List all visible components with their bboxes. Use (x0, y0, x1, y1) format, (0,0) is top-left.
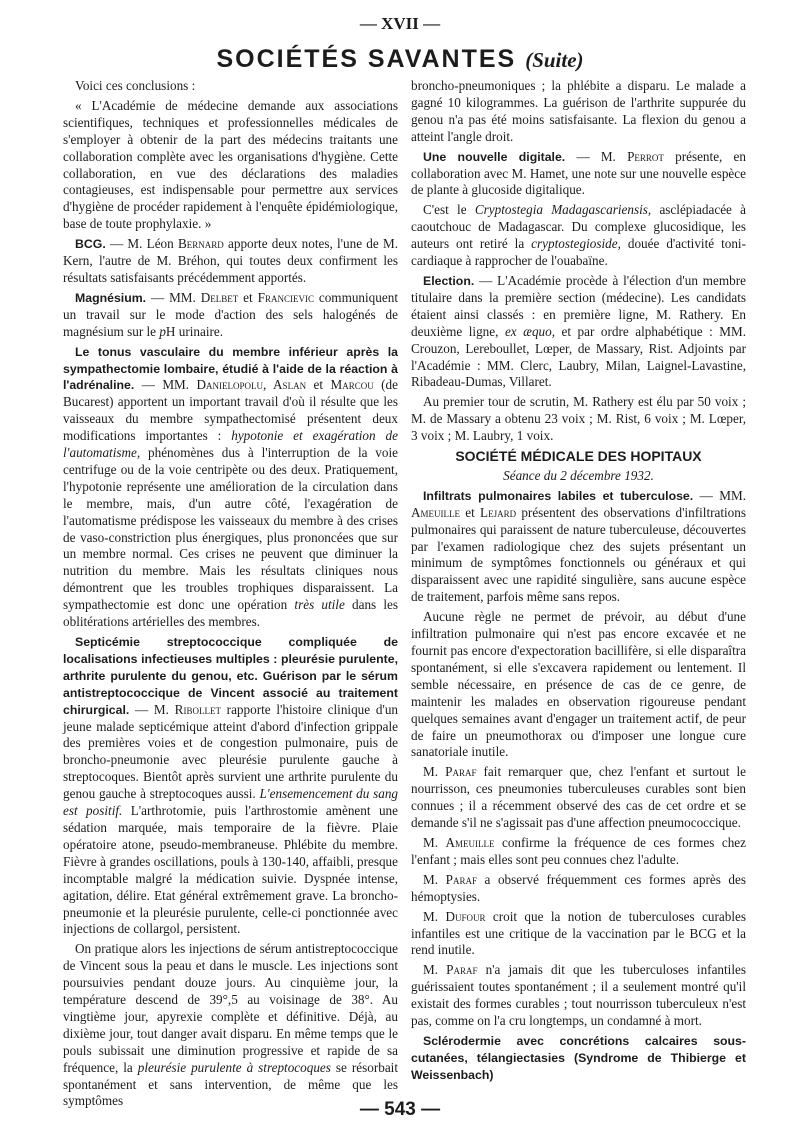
section-heading: Le tonus vasculaire du membre inférieur après la sympathectomie lombaire, étudié à l'aide de la réaction à l'adrénaline. (63, 344, 398, 393)
paragraph: On pratique alors les injections de sérum antistreptococcique de Vincent sous la peau et dans le muscle. Les injections sont poursuivies pendant douze jours. Au cinquième jour, la température descend de 39°,5 au voisinage de 38°. Au vingtième jour, apyrexie complète et définitive. Déjà, au dixième jour, tout danger avait disparu. En même temps que le pouls subissait une diminution progressive et rapide de sa fréquence, la pleurésie purulente à streptocoques se résorbait spontanément et sans intervention, de même que les symptômes (63, 941, 398, 1109)
paragraph-digitale: Une nouvelle digitale. — M. Perrot présente, en collaboration avec M. Hamet, une note sur une nouvelle espèce de plante à glucoside digitalique. (411, 148, 746, 198)
paragraph-magnesium: Magnésium. — MM. Delbet et Francievic communiquent un travail sur le mode d'action des sels halogénés de magnésium sur le pH urinaire. (63, 289, 398, 339)
section-heading: Election. (423, 273, 475, 288)
page-number-roman: — XVII — (359, 14, 441, 33)
paragraph: M. Dufour croit que la notion de tuberculoses curables infantiles est une critique de la vaccination par le BCG et la rend inutile. (411, 908, 746, 958)
paragraph: M. Paraf fait remarquer que, chez l'enfant et surtout le nourrisson, ces pneumonies tuberculeuses curables sont bien connues ; il a récemment observé des cas de cet ordre et se demande s'il ne s'agissait pas d'une affection pneumococcique. (411, 764, 746, 831)
paragraph: M. Ameuille confirme la fréquence de ces formes chez l'enfant ; mais elles sont peu connues chez l'adulte. (411, 834, 746, 867)
page-number: — 543 — (359, 1099, 441, 1120)
paragraph: « L'Académie de médecine demande aux associations scientifiques, techniques et professionnelles médicales de s'employer à obtenir de la part des médecins traitants une collaboration complète avec les organisations d'hygiène. Cette collaboration, en vue des déclarations des maladies contagieuses, est indispensable pour permettre aux services d'hygiène de procéder rapidement à l'enquête épidémiologique, base de toute prophylaxie. » (63, 97, 398, 232)
paragraph-infiltrats: Infiltrats pulmonaires labiles et tuberculose. — MM. Ameuille et Lejard présentent des observations d'infiltrations pulmonaires qui paraissent de nature tuberculeuse, découvertes par l'examen radiologique chez des sujets présentant un minimum de symptômes fonctionnels ou généraux et qui disparaissent avec une rapidité singulière, sans aucune espèce de traitement, parfois même sans repos. (411, 487, 746, 605)
section-heading: Magnésium. (75, 290, 147, 305)
paragraph: broncho-pneumoniques ; la phlébite a disparu. Le malade a gagné 10 kilogrammes. La guérison de l'arthrite suppurée du genou n'a pas été moins satisfaisante. La flexion du genou a atteint l'angle droit. (411, 78, 746, 144)
section-heading: Une nouvelle digitale. (423, 149, 566, 164)
paragraph-sclerodermie (411, 1033, 746, 1084)
section-heading: Septicémie streptococcique compliquée de localisations infectieuses multiples : pleurésie purulente, arthrite purulente du genou, etc. Guérison par le sérum antistreptococcique de Vincent associé au traitement chirurgical. (63, 635, 398, 717)
section-heading: BCG. (75, 237, 106, 252)
paragraph-tonus: Le tonus vasculaire du membre inférieur après la sympathectomie lombaire, étudié à l'aide de la réaction à l'adrénaline. — MM. Danielopolu, Aslan et Marcou (de Bucarest) apportent un important travail d'où il résulte que les vaisseaux du membre sympathectomisé présentent deux modifications importantes : hypotonie et exagération de l'automatisme, phénomènes dus à l'interruption de la voie centrifuge ou de la voie centripète ou des deux. Pratiquement, l'hypotonie représente une amélioration de la circulation dans le membre, mais, d'un autre côté, l'exagération de l'automatisme prédispose les vaisseaux du membre à des crises de vaso-constriction plus énergiques, plus prononcées que sur un membre normal. Ces crises ne peuvent que diminuer la nutrition du membre. Mais les résultats cliniques nous démontrent que les troubles trophiques disparaissent. La sympathectomie est donc une opération très utile dans les oblitérations artérielles des membres. (63, 344, 398, 630)
paragraph-septicemie: Septicémie streptococcique compliquée de localisations infectieuses multiples : pleurésie purulente, arthrite purulente du genou, etc. Guérison par le sérum antistreptococcique de Vincent associé au traitement chirurgical. — M. Ribollet rapporte l'histoire clinique d'un jeune malade septicémique atteint d'abord d'infection grippale des premières voies et de congestion pulmonaire, puis de broncho-pneumonie avec pleurésie purulente gauche à streptocoques. Bientôt après survient une arthrite purulente du genou gauche à streptocoques aussi. L'ensemencement du sang est positif. L'arthrotomie, puis l'arthrostomie amènent une sédation marquée, mais temporaire de la fièvre. Plaie opératoire atone, pseudo-membraneuse. Phlébite du membre. Fièvre à grandes oscillations, pouls à 130-140, affaibli, presque incomptable malgré la médication suivie. Dyspnée intense, agitation, délire. Etat général extrêmement grave. La broncho-pneumonie et la pleurésie purulente, celle-ci ponctionnée avec injections de collargol, persistent. (63, 635, 399, 937)
paragraph-bcg: BCG. — M. Léon Bernard apporte deux notes, l'une de M. Kern, l'autre de M. Bréhon, qui toutes deux confirment les résultats satisfaisants précédemment apportés. (63, 236, 398, 285)
right-column (411, 78, 746, 1087)
paragraph: Aucune règle ne permet de prévoir, au début d'une infiltration pulmonaire qui n'est pas encore excavée et ne fournit pas encore d'expectoration bacillifère, si elle disparaîtra spontanément, si elle s'excavera rapidement ou lentement. Il semble nécessaire, en présence de cas de ce genre, de maintenir les malades en observation rigoureuse pendant quelques semaines avant d'engager un traitement actif, de peur de faire un pneumothorax ou d'imposer une longue cure sanatoriale inutile. (411, 609, 746, 760)
title-text: SOCIÉTÉS SAVANTES (216, 45, 517, 73)
society-heading: SOCIÉTÉ MÉDICALE DES HOPITAUX (455, 448, 702, 465)
paragraph: Voici ces conclusions : (75, 78, 196, 93)
title-suffix: (Suite) (525, 48, 584, 72)
section-heading: Infiltrats pulmonaires labiles et tuberculose. (423, 488, 694, 503)
paragraph: M. Paraf a observé fréquemment ces formes après des hémoptysies. (411, 871, 747, 904)
paragraph-election: Election. — L'Académie procède à l'élection d'un membre titulaire dans la première section (médecine). Les candidats étaient ainsi classés : en première ligne, M. Rathery. En deuxième ligne, ex æquo, et par ordre alphabétique : MM. Crouzon, Lereboullet, Lœper, de Massary, Rist. Adjoints par l'Académie : MM. Clerc, Laubry, Milan, Laignel-Lavastine, Ribadeau-Dumas, Villaret. (411, 272, 746, 390)
page-title (0, 45, 800, 74)
paragraph: M. Paraf n'a jamais dit que les tuberculoses infantiles guérissaient toutes spontanément ; il a seulement montré qu'il existait des formes curables ; tout nourrisson tuberculeux n'est pas, comme on l'a cru longtemps, un condamné à mort. (411, 962, 746, 1029)
seance-date: Séance du 2 décembre 1932. (503, 467, 654, 483)
paragraph: C'est le Cryptostegia Madagascariensis, asclépiadacée à caoutchouc de Madagascar. Du complexe glucosidique, les auteurs ont retiré la cryptostegioside, douée d'activité toni-cardiaque à rapprocher de l'ouabaïne. (411, 202, 747, 269)
section-heading: Sclérodermie avec concrétions calcaires sous-cutanées, télangiectasies (Syndrome de Thibierge et Weissenbach) (411, 1033, 746, 1082)
left-column (63, 78, 398, 1113)
paragraph: Au premier tour de scrutin, M. Rathery est élu par 50 voix ; M. de Massary a obtenu 23 voix ; M. Rist, 6 voix ; M. Lœper, 3 voix ; M. Laubry, 1 voix. (411, 394, 746, 444)
